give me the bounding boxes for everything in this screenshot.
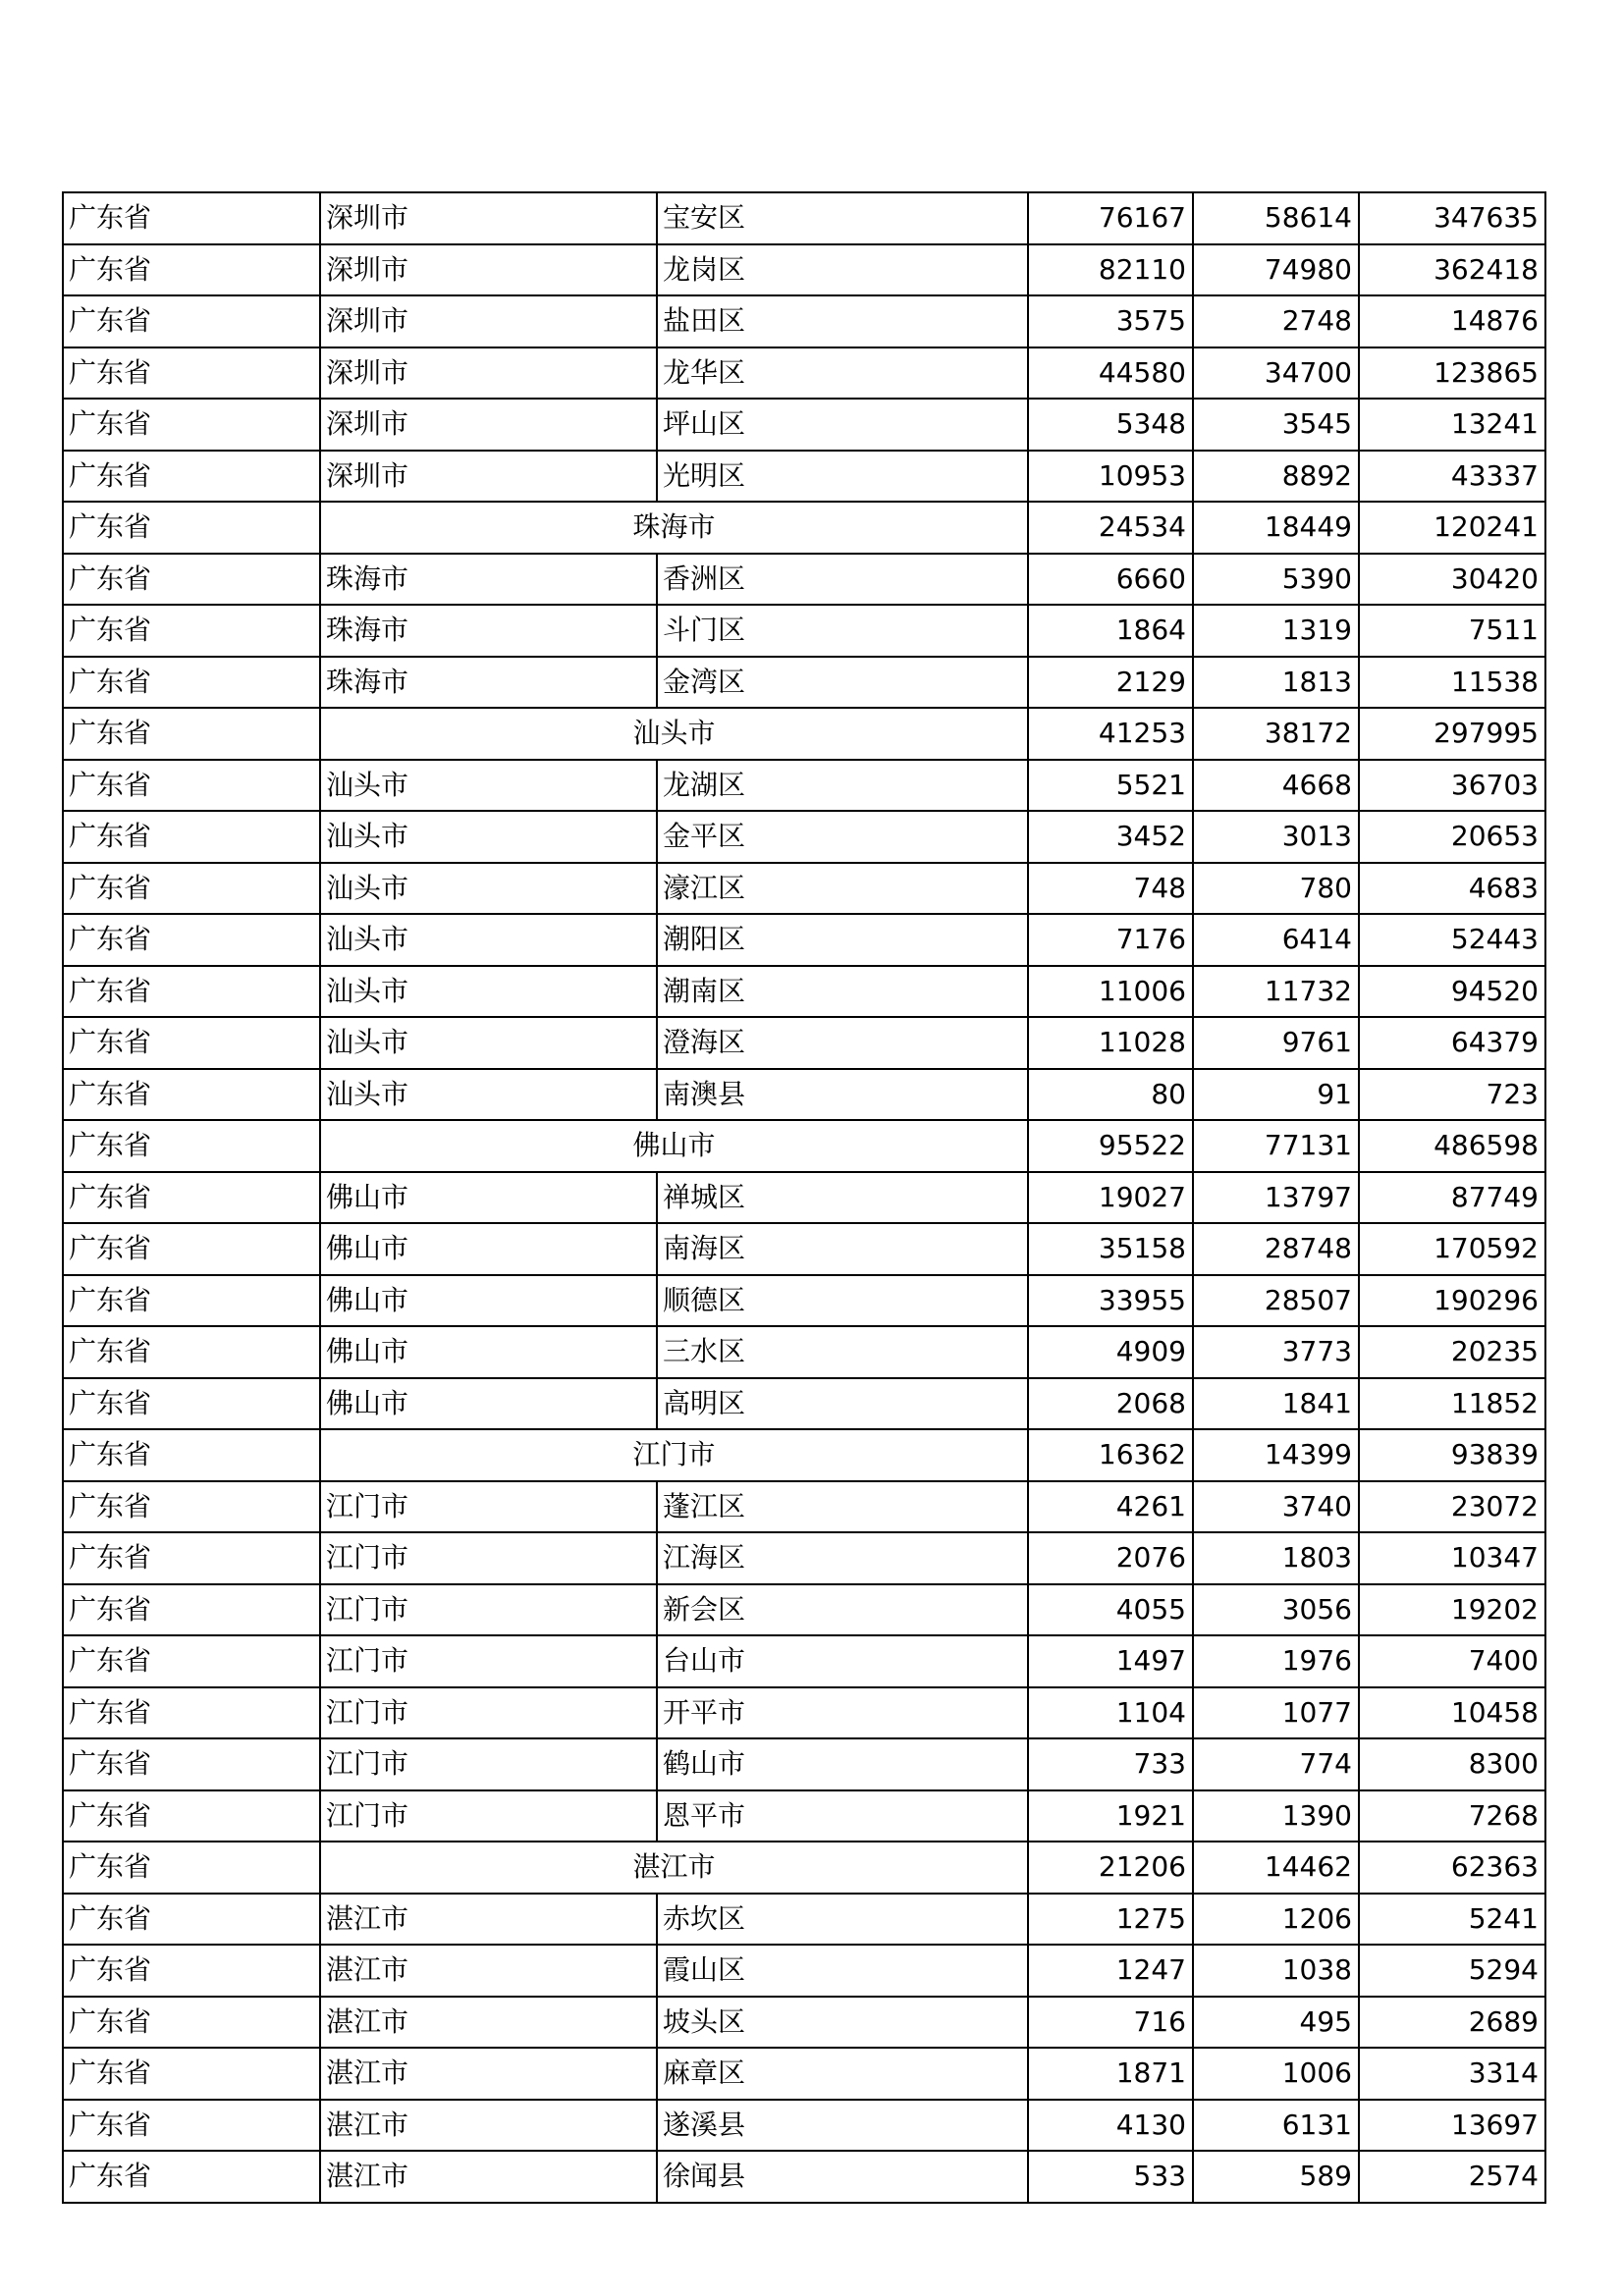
province-cell: 广东省: [63, 605, 320, 657]
province-cell: 广东省: [63, 760, 320, 812]
value-cell-2: 8892: [1193, 451, 1359, 503]
value-cell-2: 3013: [1193, 811, 1359, 863]
city-summary-cell: 汕头市: [320, 708, 1028, 760]
value-cell-1: 95522: [1028, 1120, 1193, 1172]
city-cell: 江门市: [320, 1687, 657, 1739]
table-row: [63, 1997, 1545, 2049]
city-cell: 汕头市: [320, 1017, 657, 1069]
province-cell: 广东省: [63, 347, 320, 400]
province-cell: 广东省: [63, 244, 320, 296]
district-cell: 金平区: [657, 811, 1028, 863]
value-cell-2: 14399: [1193, 1429, 1359, 1481]
table-row: [63, 502, 1545, 554]
province-cell: 广东省: [63, 1326, 320, 1378]
province-cell: 广东省: [63, 1738, 320, 1790]
value-cell-1: 1871: [1028, 2048, 1193, 2100]
table-row: [63, 244, 1545, 296]
city-cell: 江门市: [320, 1584, 657, 1636]
value-cell-1: 4055: [1028, 1584, 1193, 1636]
value-cell-1: 716: [1028, 1997, 1193, 2049]
table-row: [63, 451, 1545, 503]
province-cell: 广东省: [63, 708, 320, 760]
city-cell: 湛江市: [320, 1945, 657, 1997]
table-row: [63, 760, 1545, 812]
table-row: [63, 708, 1545, 760]
province-cell: 广东省: [63, 1945, 320, 1997]
value-cell-2: 1813: [1193, 657, 1359, 709]
value-cell-1: 2076: [1028, 1532, 1193, 1584]
district-cell: 盐田区: [657, 295, 1028, 347]
province-cell: 广东省: [63, 1532, 320, 1584]
province-cell: 广东省: [63, 1275, 320, 1327]
city-cell: 汕头市: [320, 760, 657, 812]
table-row: [63, 1326, 1545, 1378]
province-cell: 广东省: [63, 451, 320, 503]
value-cell-3: 5241: [1359, 1894, 1545, 1946]
city-cell: 佛山市: [320, 1275, 657, 1327]
city-cell: 湛江市: [320, 2100, 657, 2152]
province-cell: 广东省: [63, 914, 320, 966]
city-cell: 湛江市: [320, 1997, 657, 2049]
district-cell: 南澳县: [657, 1069, 1028, 1121]
city-cell: 珠海市: [320, 605, 657, 657]
value-cell-3: 2689: [1359, 1997, 1545, 2049]
value-cell-3: 30420: [1359, 554, 1545, 606]
table-row: [63, 1584, 1545, 1636]
value-cell-1: 11028: [1028, 1017, 1193, 1069]
value-cell-2: 1803: [1193, 1532, 1359, 1584]
value-cell-1: 2129: [1028, 657, 1193, 709]
table-row: [63, 1429, 1545, 1481]
district-cell: 坪山区: [657, 399, 1028, 451]
table-row: [63, 1738, 1545, 1790]
city-cell: 深圳市: [320, 244, 657, 296]
value-cell-2: 14462: [1193, 1842, 1359, 1894]
value-cell-3: 486598: [1359, 1120, 1545, 1172]
table-row: [63, 1790, 1545, 1842]
district-cell: 徐闻县: [657, 2151, 1028, 2203]
value-cell-3: 13697: [1359, 2100, 1545, 2152]
table-row: [63, 1635, 1545, 1687]
value-cell-3: 723: [1359, 1069, 1545, 1121]
value-cell-3: 87749: [1359, 1172, 1545, 1224]
value-cell-1: 33955: [1028, 1275, 1193, 1327]
value-cell-2: 6131: [1193, 2100, 1359, 2152]
city-cell: 珠海市: [320, 554, 657, 606]
city-cell: 湛江市: [320, 2048, 657, 2100]
value-cell-2: 77131: [1193, 1120, 1359, 1172]
district-cell: 澄海区: [657, 1017, 1028, 1069]
value-cell-3: 11852: [1359, 1378, 1545, 1430]
district-cell: 光明区: [657, 451, 1028, 503]
value-cell-2: 13797: [1193, 1172, 1359, 1224]
value-cell-2: 1006: [1193, 2048, 1359, 2100]
district-cell: 香洲区: [657, 554, 1028, 606]
table-row: [63, 2151, 1545, 2203]
province-cell: 广东省: [63, 1635, 320, 1687]
province-cell: 广东省: [63, 1429, 320, 1481]
province-cell: 广东省: [63, 1842, 320, 1894]
value-cell-1: 5521: [1028, 760, 1193, 812]
value-cell-2: 1319: [1193, 605, 1359, 657]
province-cell: 广东省: [63, 1790, 320, 1842]
city-cell: 佛山市: [320, 1378, 657, 1430]
district-cell: 濠江区: [657, 863, 1028, 915]
value-cell-1: 1497: [1028, 1635, 1193, 1687]
city-cell: 深圳市: [320, 347, 657, 400]
value-cell-1: 1275: [1028, 1894, 1193, 1946]
value-cell-2: 774: [1193, 1738, 1359, 1790]
table-row: [63, 605, 1545, 657]
value-cell-2: 4668: [1193, 760, 1359, 812]
province-cell: 广东省: [63, 1997, 320, 2049]
value-cell-2: 1206: [1193, 1894, 1359, 1946]
value-cell-1: 3452: [1028, 811, 1193, 863]
district-cell: 恩平市: [657, 1790, 1028, 1842]
value-cell-3: 347635: [1359, 192, 1545, 244]
city-cell: 江门市: [320, 1532, 657, 1584]
value-cell-2: 11732: [1193, 966, 1359, 1018]
value-cell-1: 35158: [1028, 1223, 1193, 1275]
city-cell: 深圳市: [320, 192, 657, 244]
value-cell-2: 780: [1193, 863, 1359, 915]
city-cell: 佛山市: [320, 1223, 657, 1275]
table-row: [63, 1223, 1545, 1275]
table-row: [63, 399, 1545, 451]
value-cell-1: 24534: [1028, 502, 1193, 554]
district-cell: 龙湖区: [657, 760, 1028, 812]
value-cell-3: 11538: [1359, 657, 1545, 709]
value-cell-2: 74980: [1193, 244, 1359, 296]
value-cell-1: 4261: [1028, 1481, 1193, 1533]
value-cell-1: 4909: [1028, 1326, 1193, 1378]
district-cell: 潮南区: [657, 966, 1028, 1018]
value-cell-3: 123865: [1359, 347, 1545, 400]
district-cell: 新会区: [657, 1584, 1028, 1636]
district-cell: 顺德区: [657, 1275, 1028, 1327]
value-cell-3: 20653: [1359, 811, 1545, 863]
province-cell: 广东省: [63, 1584, 320, 1636]
table-row: [63, 863, 1545, 915]
value-cell-3: 170592: [1359, 1223, 1545, 1275]
province-cell: 广东省: [63, 1378, 320, 1430]
district-cell: 坡头区: [657, 1997, 1028, 2049]
city-cell: 珠海市: [320, 657, 657, 709]
value-cell-1: 19027: [1028, 1172, 1193, 1224]
table-row: [63, 1687, 1545, 1739]
city-summary-cell: 珠海市: [320, 502, 1028, 554]
city-cell: 汕头市: [320, 966, 657, 1018]
province-cell: 广东省: [63, 192, 320, 244]
value-cell-1: 5348: [1028, 399, 1193, 451]
district-cell: 江海区: [657, 1532, 1028, 1584]
value-cell-2: 9761: [1193, 1017, 1359, 1069]
district-cell: 鹤山市: [657, 1738, 1028, 1790]
value-cell-2: 495: [1193, 1997, 1359, 2049]
district-cell: 宝安区: [657, 192, 1028, 244]
value-cell-2: 1841: [1193, 1378, 1359, 1430]
value-cell-3: 120241: [1359, 502, 1545, 554]
value-cell-3: 52443: [1359, 914, 1545, 966]
value-cell-2: 1390: [1193, 1790, 1359, 1842]
value-cell-3: 362418: [1359, 244, 1545, 296]
province-cell: 广东省: [63, 1894, 320, 1946]
value-cell-1: 7176: [1028, 914, 1193, 966]
value-cell-3: 10458: [1359, 1687, 1545, 1739]
value-cell-2: 1038: [1193, 1945, 1359, 1997]
city-cell: 江门市: [320, 1738, 657, 1790]
province-cell: 广东省: [63, 295, 320, 347]
value-cell-1: 748: [1028, 863, 1193, 915]
value-cell-1: 10953: [1028, 451, 1193, 503]
province-cell: 广东省: [63, 1172, 320, 1224]
value-cell-2: 1976: [1193, 1635, 1359, 1687]
city-cell: 深圳市: [320, 399, 657, 451]
value-cell-1: 21206: [1028, 1842, 1193, 1894]
table-row: [63, 914, 1545, 966]
table-row: [63, 1532, 1545, 1584]
province-cell: 广东省: [63, 966, 320, 1018]
province-cell: 广东省: [63, 399, 320, 451]
table-row: [63, 1894, 1545, 1946]
value-cell-3: 20235: [1359, 1326, 1545, 1378]
table-row: [63, 966, 1545, 1018]
district-cell: 斗门区: [657, 605, 1028, 657]
city-cell: 佛山市: [320, 1326, 657, 1378]
value-cell-3: 43337: [1359, 451, 1545, 503]
value-cell-3: 64379: [1359, 1017, 1545, 1069]
table-row: [63, 1378, 1545, 1430]
value-cell-2: 589: [1193, 2151, 1359, 2203]
value-cell-3: 7400: [1359, 1635, 1545, 1687]
value-cell-3: 297995: [1359, 708, 1545, 760]
value-cell-1: 533: [1028, 2151, 1193, 2203]
data-table: [62, 191, 1546, 2204]
table-row: [63, 192, 1545, 244]
district-cell: 禅城区: [657, 1172, 1028, 1224]
value-cell-3: 8300: [1359, 1738, 1545, 1790]
value-cell-2: 5390: [1193, 554, 1359, 606]
value-cell-1: 1864: [1028, 605, 1193, 657]
value-cell-3: 14876: [1359, 295, 1545, 347]
value-cell-1: 3575: [1028, 295, 1193, 347]
value-cell-1: 4130: [1028, 2100, 1193, 2152]
province-cell: 广东省: [63, 2100, 320, 2152]
district-cell: 台山市: [657, 1635, 1028, 1687]
value-cell-2: 3773: [1193, 1326, 1359, 1378]
value-cell-3: 93839: [1359, 1429, 1545, 1481]
value-cell-3: 13241: [1359, 399, 1545, 451]
table-row: [63, 554, 1545, 606]
value-cell-3: 190296: [1359, 1275, 1545, 1327]
province-cell: 广东省: [63, 1120, 320, 1172]
city-summary-cell: 佛山市: [320, 1120, 1028, 1172]
city-cell: 湛江市: [320, 2151, 657, 2203]
value-cell-3: 4683: [1359, 863, 1545, 915]
district-cell: 遂溪县: [657, 2100, 1028, 2152]
value-cell-2: 2748: [1193, 295, 1359, 347]
province-cell: 广东省: [63, 657, 320, 709]
value-cell-1: 80: [1028, 1069, 1193, 1121]
province-cell: 广东省: [63, 1223, 320, 1275]
district-cell: 开平市: [657, 1687, 1028, 1739]
city-cell: 湛江市: [320, 1894, 657, 1946]
value-cell-2: 3056: [1193, 1584, 1359, 1636]
table-row: [63, 2048, 1545, 2100]
city-cell: 汕头市: [320, 1069, 657, 1121]
province-cell: 广东省: [63, 1687, 320, 1739]
value-cell-2: 28507: [1193, 1275, 1359, 1327]
district-cell: 高明区: [657, 1378, 1028, 1430]
value-cell-3: 7268: [1359, 1790, 1545, 1842]
value-cell-3: 36703: [1359, 760, 1545, 812]
province-cell: 广东省: [63, 1069, 320, 1121]
value-cell-3: 5294: [1359, 1945, 1545, 1997]
province-cell: 广东省: [63, 863, 320, 915]
district-cell: 赤坎区: [657, 1894, 1028, 1946]
value-cell-2: 38172: [1193, 708, 1359, 760]
city-summary-cell: 湛江市: [320, 1842, 1028, 1894]
table-row: [63, 347, 1545, 400]
value-cell-2: 3545: [1193, 399, 1359, 451]
value-cell-3: 23072: [1359, 1481, 1545, 1533]
value-cell-3: 94520: [1359, 966, 1545, 1018]
value-cell-1: 1921: [1028, 1790, 1193, 1842]
city-cell: 深圳市: [320, 451, 657, 503]
city-cell: 深圳市: [320, 295, 657, 347]
district-cell: 金湾区: [657, 657, 1028, 709]
district-cell: 霞山区: [657, 1945, 1028, 1997]
table-row: [63, 1017, 1545, 1069]
table-row: [63, 295, 1545, 347]
district-cell: 麻章区: [657, 2048, 1028, 2100]
city-cell: 江门市: [320, 1481, 657, 1533]
table-row: [63, 1120, 1545, 1172]
value-cell-2: 28748: [1193, 1223, 1359, 1275]
value-cell-1: 16362: [1028, 1429, 1193, 1481]
table-row: [63, 1069, 1545, 1121]
value-cell-3: 2574: [1359, 2151, 1545, 2203]
district-cell: 蓬江区: [657, 1481, 1028, 1533]
province-cell: 广东省: [63, 2151, 320, 2203]
value-cell-3: 62363: [1359, 1842, 1545, 1894]
province-cell: 广东省: [63, 502, 320, 554]
province-cell: 广东省: [63, 1017, 320, 1069]
table-row: [63, 1172, 1545, 1224]
value-cell-2: 3740: [1193, 1481, 1359, 1533]
district-cell: 龙岗区: [657, 244, 1028, 296]
district-cell: 潮阳区: [657, 914, 1028, 966]
table-row: [63, 2100, 1545, 2152]
value-cell-3: 3314: [1359, 2048, 1545, 2100]
province-cell: 广东省: [63, 554, 320, 606]
value-cell-1: 6660: [1028, 554, 1193, 606]
value-cell-3: 10347: [1359, 1532, 1545, 1584]
value-cell-1: 2068: [1028, 1378, 1193, 1430]
district-cell: 龙华区: [657, 347, 1028, 400]
value-cell-3: 19202: [1359, 1584, 1545, 1636]
value-cell-1: 82110: [1028, 244, 1193, 296]
district-cell: 南海区: [657, 1223, 1028, 1275]
table-row: [63, 1481, 1545, 1533]
value-cell-2: 1077: [1193, 1687, 1359, 1739]
value-cell-1: 76167: [1028, 192, 1193, 244]
table-row: [63, 1945, 1545, 1997]
province-cell: 广东省: [63, 1481, 320, 1533]
value-cell-1: 41253: [1028, 708, 1193, 760]
value-cell-1: 1247: [1028, 1945, 1193, 1997]
district-cell: 三水区: [657, 1326, 1028, 1378]
province-cell: 广东省: [63, 2048, 320, 2100]
table-body: [63, 192, 1545, 2203]
city-cell: 汕头市: [320, 914, 657, 966]
city-summary-cell: 江门市: [320, 1429, 1028, 1481]
city-cell: 佛山市: [320, 1172, 657, 1224]
value-cell-2: 6414: [1193, 914, 1359, 966]
value-cell-1: 733: [1028, 1738, 1193, 1790]
table-row: [63, 1842, 1545, 1894]
province-cell: 广东省: [63, 811, 320, 863]
value-cell-2: 18449: [1193, 502, 1359, 554]
table-row: [63, 811, 1545, 863]
city-cell: 汕头市: [320, 863, 657, 915]
table-row: [63, 1275, 1545, 1327]
value-cell-2: 91: [1193, 1069, 1359, 1121]
value-cell-3: 7511: [1359, 605, 1545, 657]
value-cell-1: 1104: [1028, 1687, 1193, 1739]
value-cell-2: 34700: [1193, 347, 1359, 400]
city-cell: 江门市: [320, 1790, 657, 1842]
table-row: [63, 657, 1545, 709]
value-cell-2: 58614: [1193, 192, 1359, 244]
value-cell-1: 11006: [1028, 966, 1193, 1018]
city-cell: 江门市: [320, 1635, 657, 1687]
city-cell: 汕头市: [320, 811, 657, 863]
value-cell-1: 44580: [1028, 347, 1193, 400]
